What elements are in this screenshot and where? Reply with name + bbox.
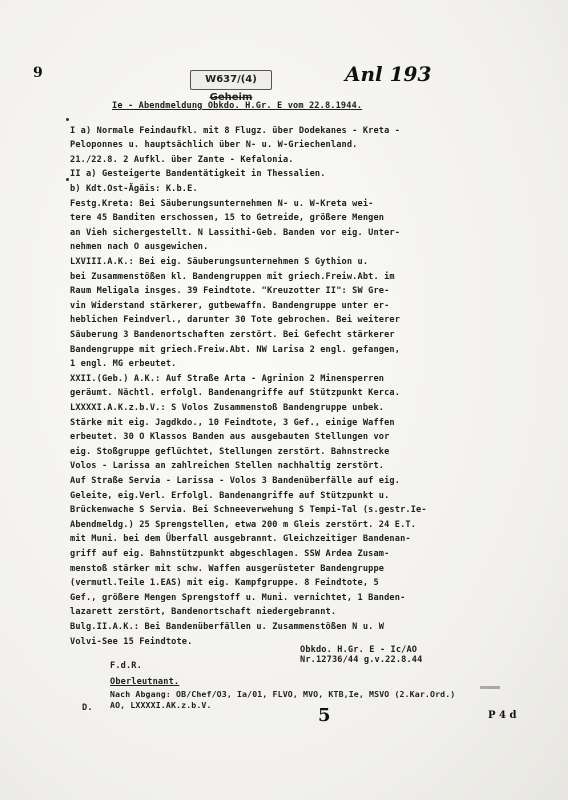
document-line: erbeutet. 30 O Klassos Banden aus ausgebauten Stellungen vor <box>70 432 390 443</box>
document-line: b) Kdt.Ost-Ägäis: K.b.E. <box>70 184 198 194</box>
document-line: menstoß stärker mit schw. Waffen ausgerüsteter Bandengruppe <box>70 563 385 574</box>
document-line: Säuberung 3 Bandenortschaften zerstört. Bei Gefecht stärkerer <box>70 330 395 340</box>
distribution-letter: D. <box>82 703 93 713</box>
document-line: Volvi-See 15 Feindtote. <box>70 636 193 647</box>
document-line: (vermutl.Teile 1.EAS) mit eig. Kampfgruppe. 8 Feindtote, 5 <box>70 578 379 589</box>
document-line: Auf Straße Servia - Larissa - Volos 3 Bandenüberfälle auf eig. <box>70 476 401 486</box>
document-line: nehmen nach O ausgewichen. <box>70 242 209 253</box>
document-heading: Ie - Abendmeldung Obkdo. H.Gr. E vom 22.8.1944. <box>112 101 363 111</box>
document-line: II a) Gesteigerte Bandentätigkeit in Thessalien. <box>70 169 326 180</box>
document-line: Volos - Larissa an zahlreichen Stellen nachhaltig zerstört. <box>70 461 385 472</box>
footer-right-line: Obkdo. H.Gr. E - Ic/AO <box>300 645 418 655</box>
document-line: Bulg.II.A.K.: Bei Bandenüberfällen u. Zusammenstößen N u. W <box>70 622 385 632</box>
document-line: Festg.Kreta: Bei Säuberungsunternehmen N- u. W-Kreta wei- <box>70 198 374 209</box>
document-line: griff auf eig. Bahnstützpunkt abgeschlagen. SSW Ardea Zusam- <box>70 549 390 559</box>
document-line: an Vieh sichergestellt. N Lassithi-Geb. Banden vor eig. Unter- <box>70 227 401 238</box>
footer-right-line: Nr.12736/44 g.v.22.8.44 <box>300 655 423 665</box>
ink-dot <box>66 178 69 181</box>
document-line: mit Muni. bei dem Überfall ausgebrannt. Gleichzeitiger Bandenan- <box>70 534 411 545</box>
ink-dot <box>66 118 69 121</box>
document-line: lazarett zerstört, Bandenortschaft niedergebrannt. <box>70 607 337 618</box>
document-line: Brückenwache S Servia. Bei Schneeverwehung S Tempi-Tal (s.gestr.Ie- <box>70 505 427 516</box>
document-line: LXVIII.A.K.: Bei eig. Säuberungsunternehmen S Gythion u. <box>70 257 369 267</box>
page-number: 5 <box>318 705 331 726</box>
document-line: Bandengruppe mit griech.Freiw.Abt. NW Larisa 2 engl. gefangen, <box>70 344 401 355</box>
distribution-list: Nach Abgang: OB/Chef/O3, Ia/01, FLVO, MVO, KTB,Ie, MSVO (2.Kar.Ord.) <box>110 689 456 699</box>
document-line: vin Widerstand stärkerer, gutbewaffn. Bandengruppe unter er- <box>70 300 390 311</box>
signature-rank: Oberleutnant. <box>110 677 180 687</box>
classification-label: Geheim <box>209 92 253 103</box>
document-line: 1 engl. MG erbeutet. <box>70 359 177 370</box>
bottom-right-mark: P 4 d <box>488 710 517 721</box>
handwritten-reference: Anl 193 <box>345 62 432 86</box>
document-line: Raum Meligala insges. 39 Feindtote. "Kreuzotter II": SW Gre- <box>70 286 390 297</box>
document-line: XXII.(Geb.) A.K.: Auf Straße Arta - Agrinion 2 Minensperren <box>70 373 385 384</box>
top-left-mark: 9 <box>33 65 43 81</box>
document-line: tere 45 Banditen erschossen, 15 to Getreide, größere Mengen <box>70 213 385 224</box>
document-line: 21./22.8. 2 Aufkl. über Zante - Kefalonia. <box>70 154 294 165</box>
document-line: Abendmeldg.) 25 Sprengstellen, etwa 200 m Gleis zerstört. 24 E.T. <box>70 519 417 530</box>
document-line: geräumt. Nächtl. erfolgl. Bandenangriffe auf Stützpunkt Kerca. <box>70 388 401 399</box>
fdr-label: F.d.R. <box>110 661 142 671</box>
document-line: Peloponnes u. hauptsächlich über N- u. W-Griechenland. <box>70 140 358 151</box>
document-line: LXXXXI.A.K.z.b.V.: S Volos Zusammenstoß Bandengruppe unbek. <box>70 403 385 413</box>
archive-stamp <box>190 70 272 103</box>
distribution-list-cont: AO, LXXXXI.AK.z.b.V. <box>110 700 212 710</box>
document-line: Geleite, eig.Verl. Erfolgl. Bandenangriffe auf Stützpunkt u. <box>70 490 390 501</box>
document-line: bei Zusammenstößen kl. Bandengruppen mit griech.Freiw.Abt. im <box>70 271 395 282</box>
document-line: Stärke mit eig. Jagdkdo., 10 Feindtote, 3 Gef., einige Waffen <box>70 417 395 428</box>
ink-smudge <box>480 686 500 689</box>
archive-number: W637/(4) <box>205 74 257 85</box>
document-line: heblichen Feindverl., darunter 30 Tote gebrochen. Bei weiterer <box>70 315 401 326</box>
document-line: Gef., größere Mengen Sprengstoff u. Muni. vernichtet, 1 Banden- <box>70 592 406 603</box>
document-line: eig. Stoßgruppe geflüchtet, Stellungen zerstört. Bahnstrecke <box>70 446 390 457</box>
document-line: I a) Normale Feindaufkl. mit 8 Flugz. über Dodekanes - Kreta - <box>70 125 401 136</box>
